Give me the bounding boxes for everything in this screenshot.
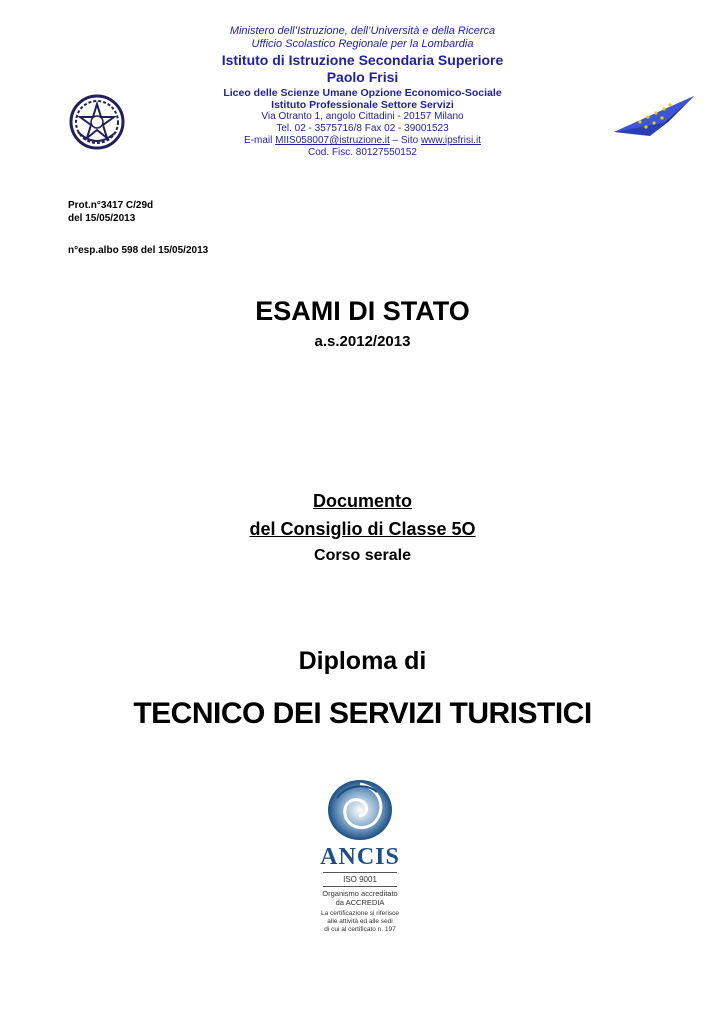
protocol-date: del 15/05/2013 <box>68 213 136 224</box>
institute-line: Istituto di Istruzione Secondaria Superiore <box>221 52 504 68</box>
ancis-spiral-logo <box>325 778 395 842</box>
site-link[interactable]: www.ipsfrisi.it <box>420 135 481 146</box>
fiscal-code-line: Cod. Fisc. 80127550152 <box>308 147 417 158</box>
ancis-iso: ISO 9001 <box>343 875 377 884</box>
ancis-divider <box>323 872 397 873</box>
document-class <box>0 516 725 542</box>
ancis-note-2: alle attività ed alle sedi <box>327 918 393 925</box>
diploma-title: TECNICO DEI SERVIZI TURISTICI <box>133 697 592 730</box>
ancis-divider-2 <box>323 886 397 887</box>
email-link[interactable]: MIIS058007@istruzione.it <box>275 135 390 146</box>
office-line: Ufficio Scolastico Regionale per la Lombardia <box>251 38 474 50</box>
albo-number: n°esp.albo 598 del 15/05/2013 <box>68 245 209 256</box>
ancis-accredited-2: da ACCREDIA <box>335 898 385 907</box>
course-type: Corso serale <box>314 547 411 564</box>
ancis-certification <box>305 778 415 938</box>
professional-line: Istituto Professionale Settore Servizi <box>271 99 454 111</box>
phone-line: Tel. 02 - 3575716/8 Fax 02 - 39001523 <box>276 123 449 134</box>
protocol-number: Prot.n°3417 C/29d <box>68 200 154 211</box>
school-year: a.s.2012/2013 <box>314 333 411 350</box>
ministry-line: Ministero dell’Istruzione, dell’Università e della Ricerca <box>229 25 496 37</box>
contact-line <box>0 135 725 146</box>
ancis-brand: ANCIS <box>320 844 400 870</box>
document-heading <box>0 488 725 514</box>
diploma-label: Diploma di <box>298 647 427 675</box>
site-prefix: – Sito <box>389 135 421 146</box>
ancis-accredited <box>305 889 415 907</box>
email-prefix: E-mail <box>244 135 276 146</box>
school-name: Paolo Frisi <box>326 69 399 85</box>
document-line2: del Consiglio di Classe 5O <box>249 519 476 539</box>
ancis-note <box>305 910 415 934</box>
ancis-note-3: di cui al certificato n. 197 <box>324 926 396 933</box>
document-line1: Documento <box>313 491 412 511</box>
exam-title: ESAMI DI STATO <box>255 296 470 326</box>
ancis-accredited-1: Organismo accreditato <box>322 889 398 898</box>
liceo-line: Liceo delle Scienze Umane Opzione Economico-Sociale <box>223 87 502 99</box>
address-line: Via Otranto 1, angolo Cittadini - 20157 Milano <box>261 111 464 122</box>
ancis-note-1: La certificazione si riferisce <box>320 910 400 917</box>
